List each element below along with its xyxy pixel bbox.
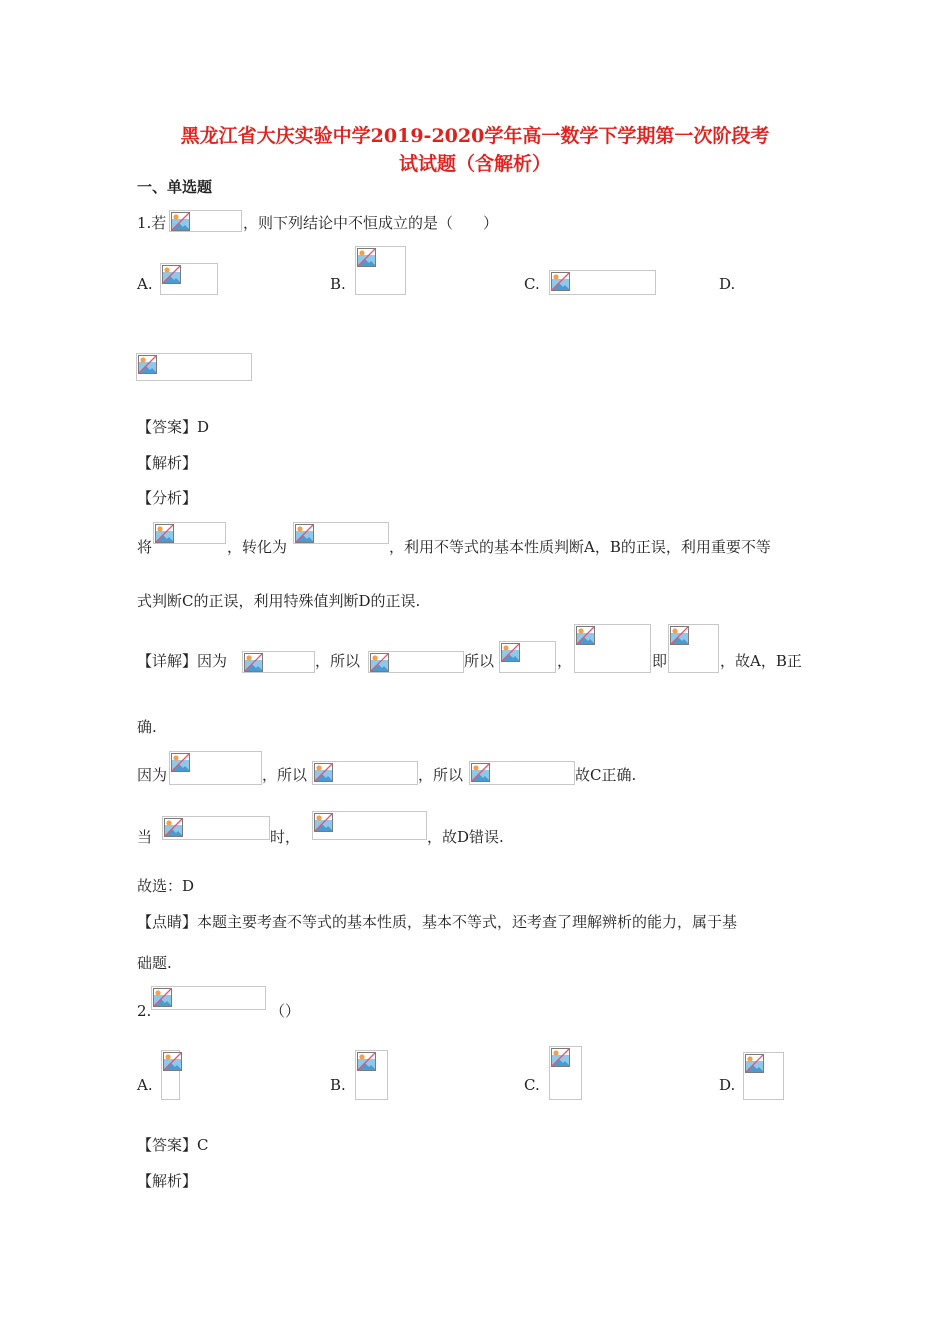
broken-image-icon [357,248,376,267]
q1-c-image-2 [312,761,418,785]
broken-image-icon [551,1048,570,1067]
q1-option-d-label: D. [719,275,736,293]
broken-image-icon [576,626,595,645]
q1-detail-image-4 [574,624,651,673]
q1-fenxi-image-1 [153,522,226,544]
broken-image-icon [314,813,333,832]
q1-c-text-1: 因为 [137,766,168,784]
q1-stem-prefix: 1.若 [137,214,167,232]
q1-option-a-label: A. [137,275,153,293]
q1-detail-image-5 [668,624,719,673]
q1-fenxi-text-1: 将 [137,538,153,556]
q2-option-c-label: C. [524,1076,540,1094]
q1-option-d-image [136,353,252,381]
q1-c-text-3: ，所以 [418,766,464,784]
broken-image-icon [370,653,389,672]
broken-image-icon [171,753,190,772]
q1-option-a-image [160,263,218,295]
q1-fenxi-text-4: 式判断C的正误，利用特殊值判断D的正误. [137,592,421,610]
q1-option-b-label: B. [330,275,346,293]
q1-detail-text-2: ，所以 [315,652,361,670]
broken-image-icon [357,1052,376,1071]
q1-detail-image-1 [242,651,315,673]
q2-option-b-label: B. [330,1076,346,1094]
q1-d-image-1 [162,816,270,840]
q1-comment-2: 础题. [137,954,172,972]
q1-detail-text-7: 确. [137,718,157,736]
broken-image-icon [162,265,181,284]
q2-option-b-image [355,1050,388,1100]
document-title-line-2: 试试题（含解析） [398,153,551,175]
broken-image-icon [551,272,570,291]
q1-option-c-image [549,270,656,295]
broken-image-icon [155,524,174,543]
q1-fenxi-text-3: ，利用不等式的基本性质判断A，B的正误，利用重要不等 [389,538,771,556]
document-title-line-1: 黑龙江省大庆实验中学2019-2020学年高一数学下学期第一次阶段考 [180,125,770,147]
broken-image-icon [164,818,183,837]
q2-stem-suffix: （） [270,1002,301,1020]
q1-d-text-2: 时， [270,828,301,846]
broken-image-icon [244,653,263,672]
q1-answer: 【答案】D [137,418,210,436]
q1-detail-text-5: 即 [652,652,668,670]
broken-image-icon [171,212,190,231]
q1-detail-text-1: 【详解】因为 [137,652,228,670]
q1-fenxi-image-2 [293,522,389,544]
q1-fenxi-text-2: ，转化为 [227,538,288,556]
q1-d-text-1: 当 [137,828,153,846]
q1-detail-image-2 [368,651,464,673]
broken-image-icon [163,1052,182,1071]
section-title: 一、单选题 [137,178,213,196]
q1-analysis-heading: 【解析】 [137,454,198,472]
q2-option-a-image [161,1050,180,1100]
q1-condition-image [169,210,242,232]
q1-stem-suffix: ，则下列结论中不恒成立的是（ ） [243,214,499,232]
q1-c-image-1 [169,751,262,785]
q1-choose: 故选：D [137,877,195,895]
q2-analysis-heading: 【解析】 [137,1172,198,1190]
broken-image-icon [295,524,314,543]
q1-detail-text-6: ，故A，B正 [720,652,802,670]
q1-c-image-3 [469,761,575,785]
q2-stem-prefix: 2. [137,1002,152,1020]
broken-image-icon [153,988,172,1007]
q1-detail-image-3 [499,641,556,673]
broken-image-icon [501,643,520,662]
q2-option-c-image [549,1046,582,1100]
broken-image-icon [745,1054,764,1073]
broken-image-icon [314,763,333,782]
q2-answer: 【答案】C [137,1136,209,1154]
q1-option-c-label: C. [524,275,540,293]
q2-stem-image [151,986,266,1010]
q1-c-text-4: 故C正确. [575,766,637,784]
q2-option-d-label: D. [719,1076,736,1094]
q1-d-image-2 [312,811,427,840]
q1-option-b-image [355,246,406,295]
q1-c-text-2: ，所以 [262,766,308,784]
q2-option-d-image [743,1052,784,1100]
q1-fenxi-heading: 【分析】 [137,489,198,507]
broken-image-icon [138,355,157,374]
q1-detail-text-3: 所以 [464,652,495,670]
broken-image-icon [471,763,490,782]
q1-detail-text-4: ， [557,652,573,670]
q1-d-text-3: ，故D错误. [427,828,504,846]
q2-option-a-label: A. [137,1076,153,1094]
q1-comment-1: 【点睛】本题主要考查不等式的基本性质，基本不等式，还考查了理解辨析的能力，属于基 [137,913,738,931]
broken-image-icon [670,626,689,645]
